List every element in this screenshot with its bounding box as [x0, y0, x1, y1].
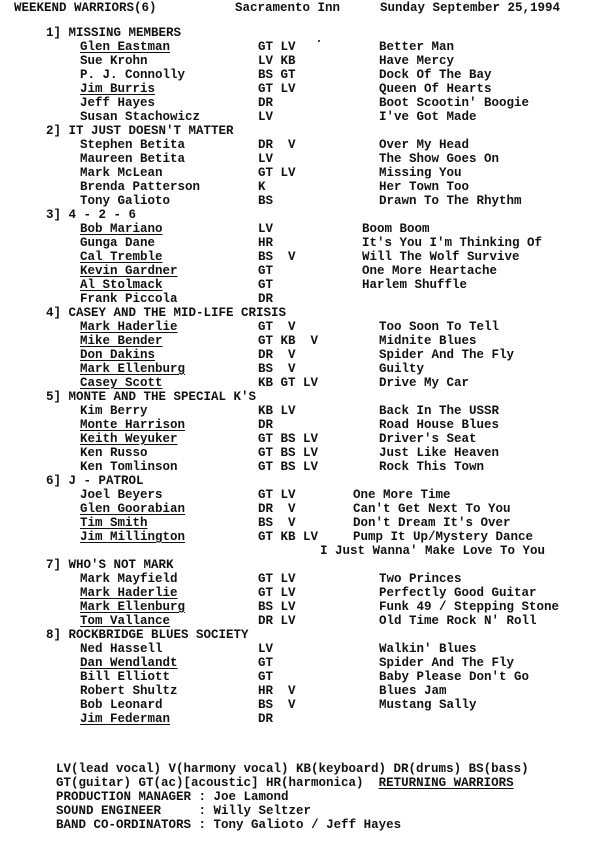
- song-title: Mustang Sally: [379, 698, 477, 712]
- credit-line: [56, 804, 311, 818]
- legend-line-2: [56, 776, 514, 790]
- song-title: Can't Get Next To You: [353, 502, 511, 516]
- member-name: Mark Haderlie: [80, 320, 178, 334]
- member-name: Jeff Hayes: [80, 96, 156, 110]
- member-instruments: BS V: [258, 250, 296, 264]
- member-instruments: BS V: [258, 362, 296, 376]
- member-name: Ken Tomlinson: [80, 460, 178, 474]
- member-name: Brenda Patterson: [80, 180, 201, 194]
- member-name: Jim Federman: [80, 712, 171, 726]
- member-name: Frank Piccola: [80, 292, 178, 306]
- band-heading: 8] ROCKBRIDGE BLUES SOCIETY: [46, 628, 249, 642]
- member-instruments: HR V: [258, 684, 296, 698]
- member-name: Joel Beyers: [80, 488, 163, 502]
- band-heading: 2] IT JUST DOESN'T MATTER: [46, 124, 234, 138]
- song-title: Have Mercy: [379, 54, 455, 68]
- member-instruments: DR V: [258, 348, 296, 362]
- song-title: Drawn To The Rhythm: [379, 194, 522, 208]
- member-instruments: DR: [258, 712, 274, 726]
- legend-instrument-codes: GT(guitar) GT(ac)[acoustic] HR(harmonica): [56, 776, 364, 790]
- member-name: Susan Stachowicz: [80, 110, 201, 124]
- song-title: The Show Goes On: [379, 152, 500, 166]
- member-name: Kevin Gardner: [80, 264, 178, 278]
- member-instruments: GT LV: [258, 586, 296, 600]
- song-title: Rock This Town: [379, 460, 485, 474]
- member-instruments: GT BS LV: [258, 460, 319, 474]
- song-title: Pump It Up/Mystery Dance: [353, 530, 534, 544]
- song-title: I Just Wanna' Make Love To You: [320, 544, 546, 558]
- member-name: Maureen Betita: [80, 152, 186, 166]
- member-name: Glen Eastman: [80, 40, 171, 54]
- member-instruments: GT V: [258, 320, 296, 334]
- member-name: Tim Smith: [80, 516, 148, 530]
- member-instruments: K: [258, 180, 266, 194]
- member-name: Ken Russo: [80, 446, 148, 460]
- song-title: Two Princes: [379, 572, 462, 586]
- song-title: Funk 49 / Stepping Stone: [379, 600, 560, 614]
- member-instruments: GT: [258, 264, 274, 278]
- member-name: Mark Ellenburg: [80, 600, 186, 614]
- credit-name: Tony Galioto / Jeff Hayes: [213, 818, 402, 832]
- song-title: Baby Please Don't Go: [379, 670, 530, 684]
- member-name: Mark Haderlie: [80, 586, 178, 600]
- song-title: Harlem Shuffle: [362, 278, 468, 292]
- member-name: Don Dakins: [80, 348, 156, 362]
- member-name: Kim Berry: [80, 404, 148, 418]
- member-name: Jim Burris: [80, 82, 156, 96]
- credit-name: Joe Lamond: [213, 790, 289, 804]
- member-instruments: KB GT LV: [258, 376, 319, 390]
- member-instruments: GT LV: [258, 572, 296, 586]
- member-instruments: GT: [258, 278, 274, 292]
- member-instruments: GT KB V: [258, 334, 319, 348]
- member-name: Mike Bender: [80, 334, 163, 348]
- member-instruments: GT BS LV: [258, 446, 319, 460]
- member-name: Mark Ellenburg: [80, 362, 186, 376]
- band-heading: 5] MONTE AND THE SPECIAL K'S: [46, 390, 257, 404]
- song-title: Better Man: [379, 40, 455, 54]
- member-instruments: DR: [258, 96, 274, 110]
- member-instruments: BS LV: [258, 600, 296, 614]
- member-name: Stephen Betita: [80, 138, 186, 152]
- song-title: Road House Blues: [379, 418, 500, 432]
- member-name: Keith Weyuker: [80, 432, 178, 446]
- band-heading: 7] WHO'S NOT MARK: [46, 558, 174, 572]
- member-instruments: BS GT: [258, 68, 296, 82]
- song-title: Too Soon To Tell: [379, 320, 500, 334]
- member-instruments: GT: [258, 656, 274, 670]
- song-title: Missing You: [379, 166, 462, 180]
- member-instruments: GT LV: [258, 488, 296, 502]
- member-instruments: DR: [258, 292, 274, 306]
- member-name: Casey Scott: [80, 376, 163, 390]
- song-title: Don't Dream It's Over: [353, 516, 511, 530]
- member-name: Robert Shultz: [80, 684, 178, 698]
- member-name: Bob Leonard: [80, 698, 163, 712]
- member-name: Gunga Dane: [80, 236, 156, 250]
- song-title: It's You I'm Thinking Of: [362, 236, 543, 250]
- returning-warriors-key: RETURNING WARRIORS: [378, 776, 514, 790]
- member-instruments: DR: [258, 418, 274, 432]
- band-heading: 4] CASEY AND THE MID-LIFE CRISIS: [46, 306, 287, 320]
- credit-role: BAND CO-ORDINATORS :: [56, 818, 207, 832]
- song-title: Spider And The Fly: [379, 656, 515, 670]
- song-title: Boom Boom: [362, 222, 430, 236]
- song-title: One More Heartache: [362, 264, 498, 278]
- member-name: Jim Millington: [80, 530, 186, 544]
- event-date: Sunday September 25,1994: [380, 1, 561, 15]
- member-instruments: LV: [258, 110, 274, 124]
- song-title: Driver's Seat: [379, 432, 477, 446]
- song-title: One More Time: [353, 488, 451, 502]
- member-name: Tom Vallance: [80, 614, 171, 628]
- member-instruments: BS: [258, 194, 274, 208]
- member-instruments: GT BS LV: [258, 432, 319, 446]
- song-title: Guilty: [379, 362, 425, 376]
- member-instruments: LV: [258, 152, 274, 166]
- member-instruments: GT: [258, 670, 274, 684]
- song-title: I've Got Made: [379, 110, 477, 124]
- band-heading: 3] 4 - 2 - 6: [46, 208, 137, 222]
- credit-line: [56, 790, 289, 804]
- member-name: Dan Wendlandt: [80, 656, 178, 670]
- member-name: Ned Hassell: [80, 642, 163, 656]
- song-title: Old Time Rock N' Roll: [379, 614, 537, 628]
- song-title: Just Like Heaven: [379, 446, 500, 460]
- member-name: P. J. Connolly: [80, 68, 186, 82]
- song-title: Back In The USSR: [379, 404, 500, 418]
- song-title: Will The Wolf Survive: [362, 250, 520, 264]
- credit-line: [56, 818, 401, 832]
- member-instruments: KB LV: [258, 404, 296, 418]
- document-title: WEEKEND WARRIORS(6): [14, 1, 157, 15]
- band-heading: 6] J - PATROL: [46, 474, 144, 488]
- member-name: Monte Harrison: [80, 418, 186, 432]
- band-heading: 1] MISSING MEMBERS: [46, 26, 182, 40]
- member-instruments: HR: [258, 236, 274, 250]
- song-title: Perfectly Good Guitar: [379, 586, 537, 600]
- member-instruments: GT LV: [258, 82, 296, 96]
- song-title: Boot Scootin' Boogie: [379, 96, 530, 110]
- member-instruments: DR V: [258, 502, 296, 516]
- song-title: Walkin' Blues: [379, 642, 477, 656]
- member-name: Tony Galioto: [80, 194, 171, 208]
- member-name: Mark Mayfield: [80, 572, 178, 586]
- member-instruments: LV KB: [258, 54, 296, 68]
- song-title: Her Town Too: [379, 180, 470, 194]
- song-title: Dock Of The Bay: [379, 68, 492, 82]
- member-instruments: GT LV: [258, 166, 296, 180]
- venue: Sacramento Inn: [235, 1, 341, 15]
- member-instruments: BS V: [258, 698, 296, 712]
- member-name: Cal Tremble: [80, 250, 163, 264]
- member-name: Bob Mariano: [80, 222, 163, 236]
- member-name: Bill Elliott: [80, 670, 171, 684]
- member-name: Sue Krohn: [80, 54, 148, 68]
- credit-name: Willy Seltzer: [213, 804, 312, 818]
- song-title: Queen Of Hearts: [379, 82, 492, 96]
- song-title: Drive My Car: [379, 376, 470, 390]
- legend-line-1: LV(lead vocal) V(harmony vocal) KB(keyboard) DR(drums) BS(bass): [56, 762, 529, 776]
- member-name: Mark McLean: [80, 166, 163, 180]
- member-name: Glen Goorabian: [80, 502, 186, 516]
- song-title: Blues Jam: [379, 684, 447, 698]
- member-instruments: GT LV: [258, 40, 296, 54]
- song-title: Midnite Blues: [379, 334, 477, 348]
- song-title: Spider And The Fly: [379, 348, 515, 362]
- member-name: Al Stolmack: [80, 278, 163, 292]
- credit-role: SOUND ENGINEER :: [56, 804, 207, 818]
- member-instruments: LV: [258, 222, 274, 236]
- member-instruments: BS V: [258, 516, 296, 530]
- credit-role: PRODUCTION MANAGER :: [56, 790, 207, 804]
- member-instruments: LV: [258, 642, 274, 656]
- member-instruments: DR V: [258, 138, 296, 152]
- speck: [318, 40, 320, 42]
- member-instruments: DR LV: [258, 614, 296, 628]
- member-instruments: GT KB LV: [258, 530, 319, 544]
- song-title: Over My Head: [379, 138, 470, 152]
